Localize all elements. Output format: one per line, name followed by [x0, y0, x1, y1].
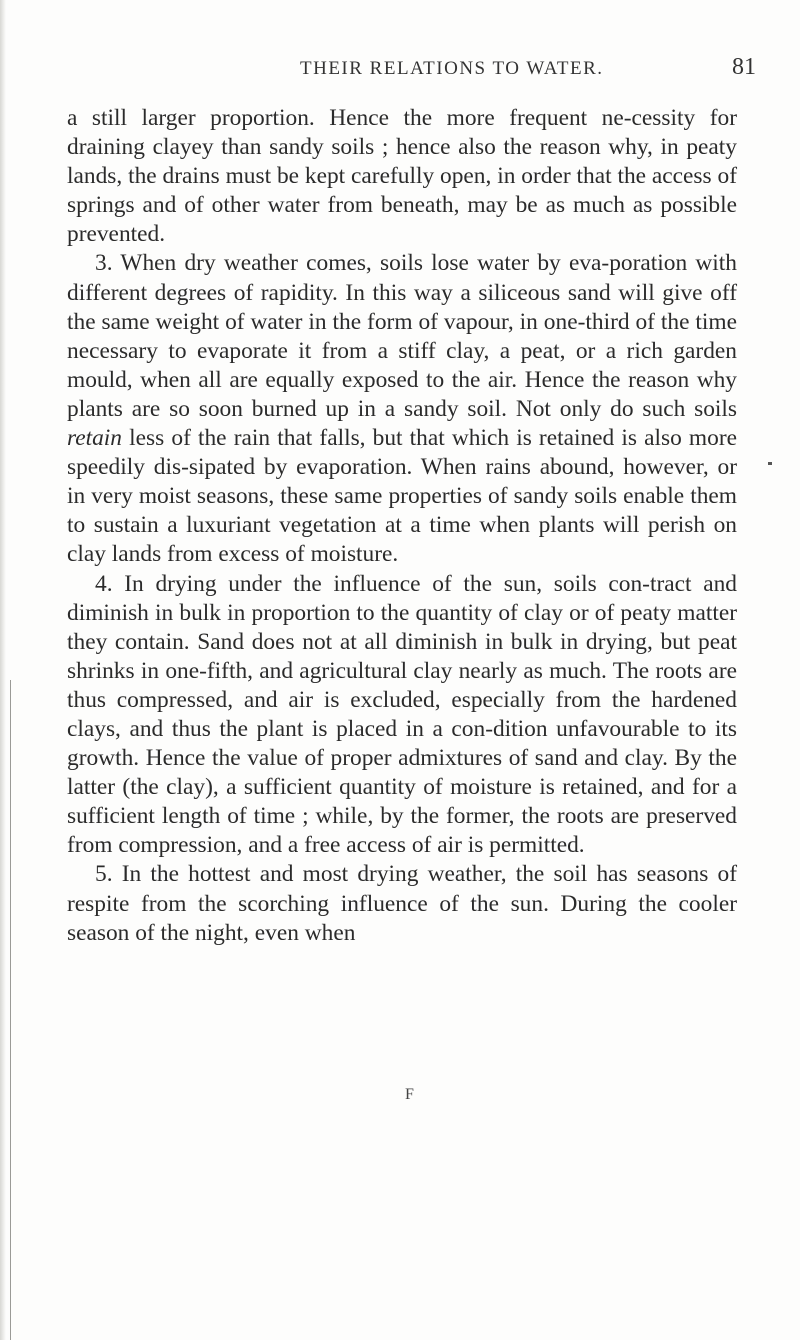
page-edge-line — [10, 680, 11, 1340]
paragraph-evaporation — [67, 249, 737, 569]
italic-retain: retain — [67, 425, 123, 452]
running-title: THEIR RELATIONS TO WATER. — [300, 58, 604, 79]
paragraph-respite: 5. In the hottest and most drying weather, the soil has seasons of respite from the scorching influence of the sun. During the cooler season of the night, even when — [67, 861, 737, 946]
page-number: 81 — [732, 54, 756, 80]
margin-mark — [768, 462, 772, 465]
paragraph-contraction: 4. In drying under the influence of the sun, soils con-tract and diminish in bulk in proportion to the quantity of clay or of peaty matter they contain. Sand does not at all diminish in bulk in drying, but peat shrinks in one-fifth, and agricultural clay nearly as much. The roots are thus compressed, and air is excluded, especially from the hardened clays, and thus the plant is placed in a con-dition unfavourable to its growth. Hence the value of proper admixtures of sand and clay. By the latter (the clay), a sufficient quantity of moisture is retained, and for a sufficient length of time ; while, by the former, the roots are preserved from compression, and a free access of air is permitted. — [67, 570, 737, 859]
paragraph-continuation: a still larger proportion. Hence the more frequent ne-cessity for draining clayey than sandy soils ; hence also the reason why, in peaty lands, the drains must be kept carefully open, in order that the access of springs and of other water from beneath, may be as much as possible prevented. — [67, 105, 737, 248]
signature-mark: F — [405, 1086, 414, 1103]
paragraph-evaporation-part-1: 3. When dry weather comes, soils lose water by eva-poration with different degrees of rapidity. In this way a siliceous sand will give off the same weight of water in the form of vapour, in one-third of the time necessary to evaporate it from a stiff clay, a peat, or a rich garden mould, when all are equally exposed to the air. Hence the reason why plants are so soon burned up in a sandy soil. Not only do such soils — [67, 250, 737, 422]
paragraph-evaporation-part-2: less of the rain that falls, but that which is retained is also more speedily dis-sipated by evaporation. When rains abound, however, or in very moist seasons, these same properties of sandy soils enable them to sustain a luxuriant vegetation at a time when plants will perish on clay lands from excess of moisture. — [67, 425, 737, 568]
page-gutter-shadow — [0, 0, 6, 1340]
body-text — [67, 104, 737, 948]
